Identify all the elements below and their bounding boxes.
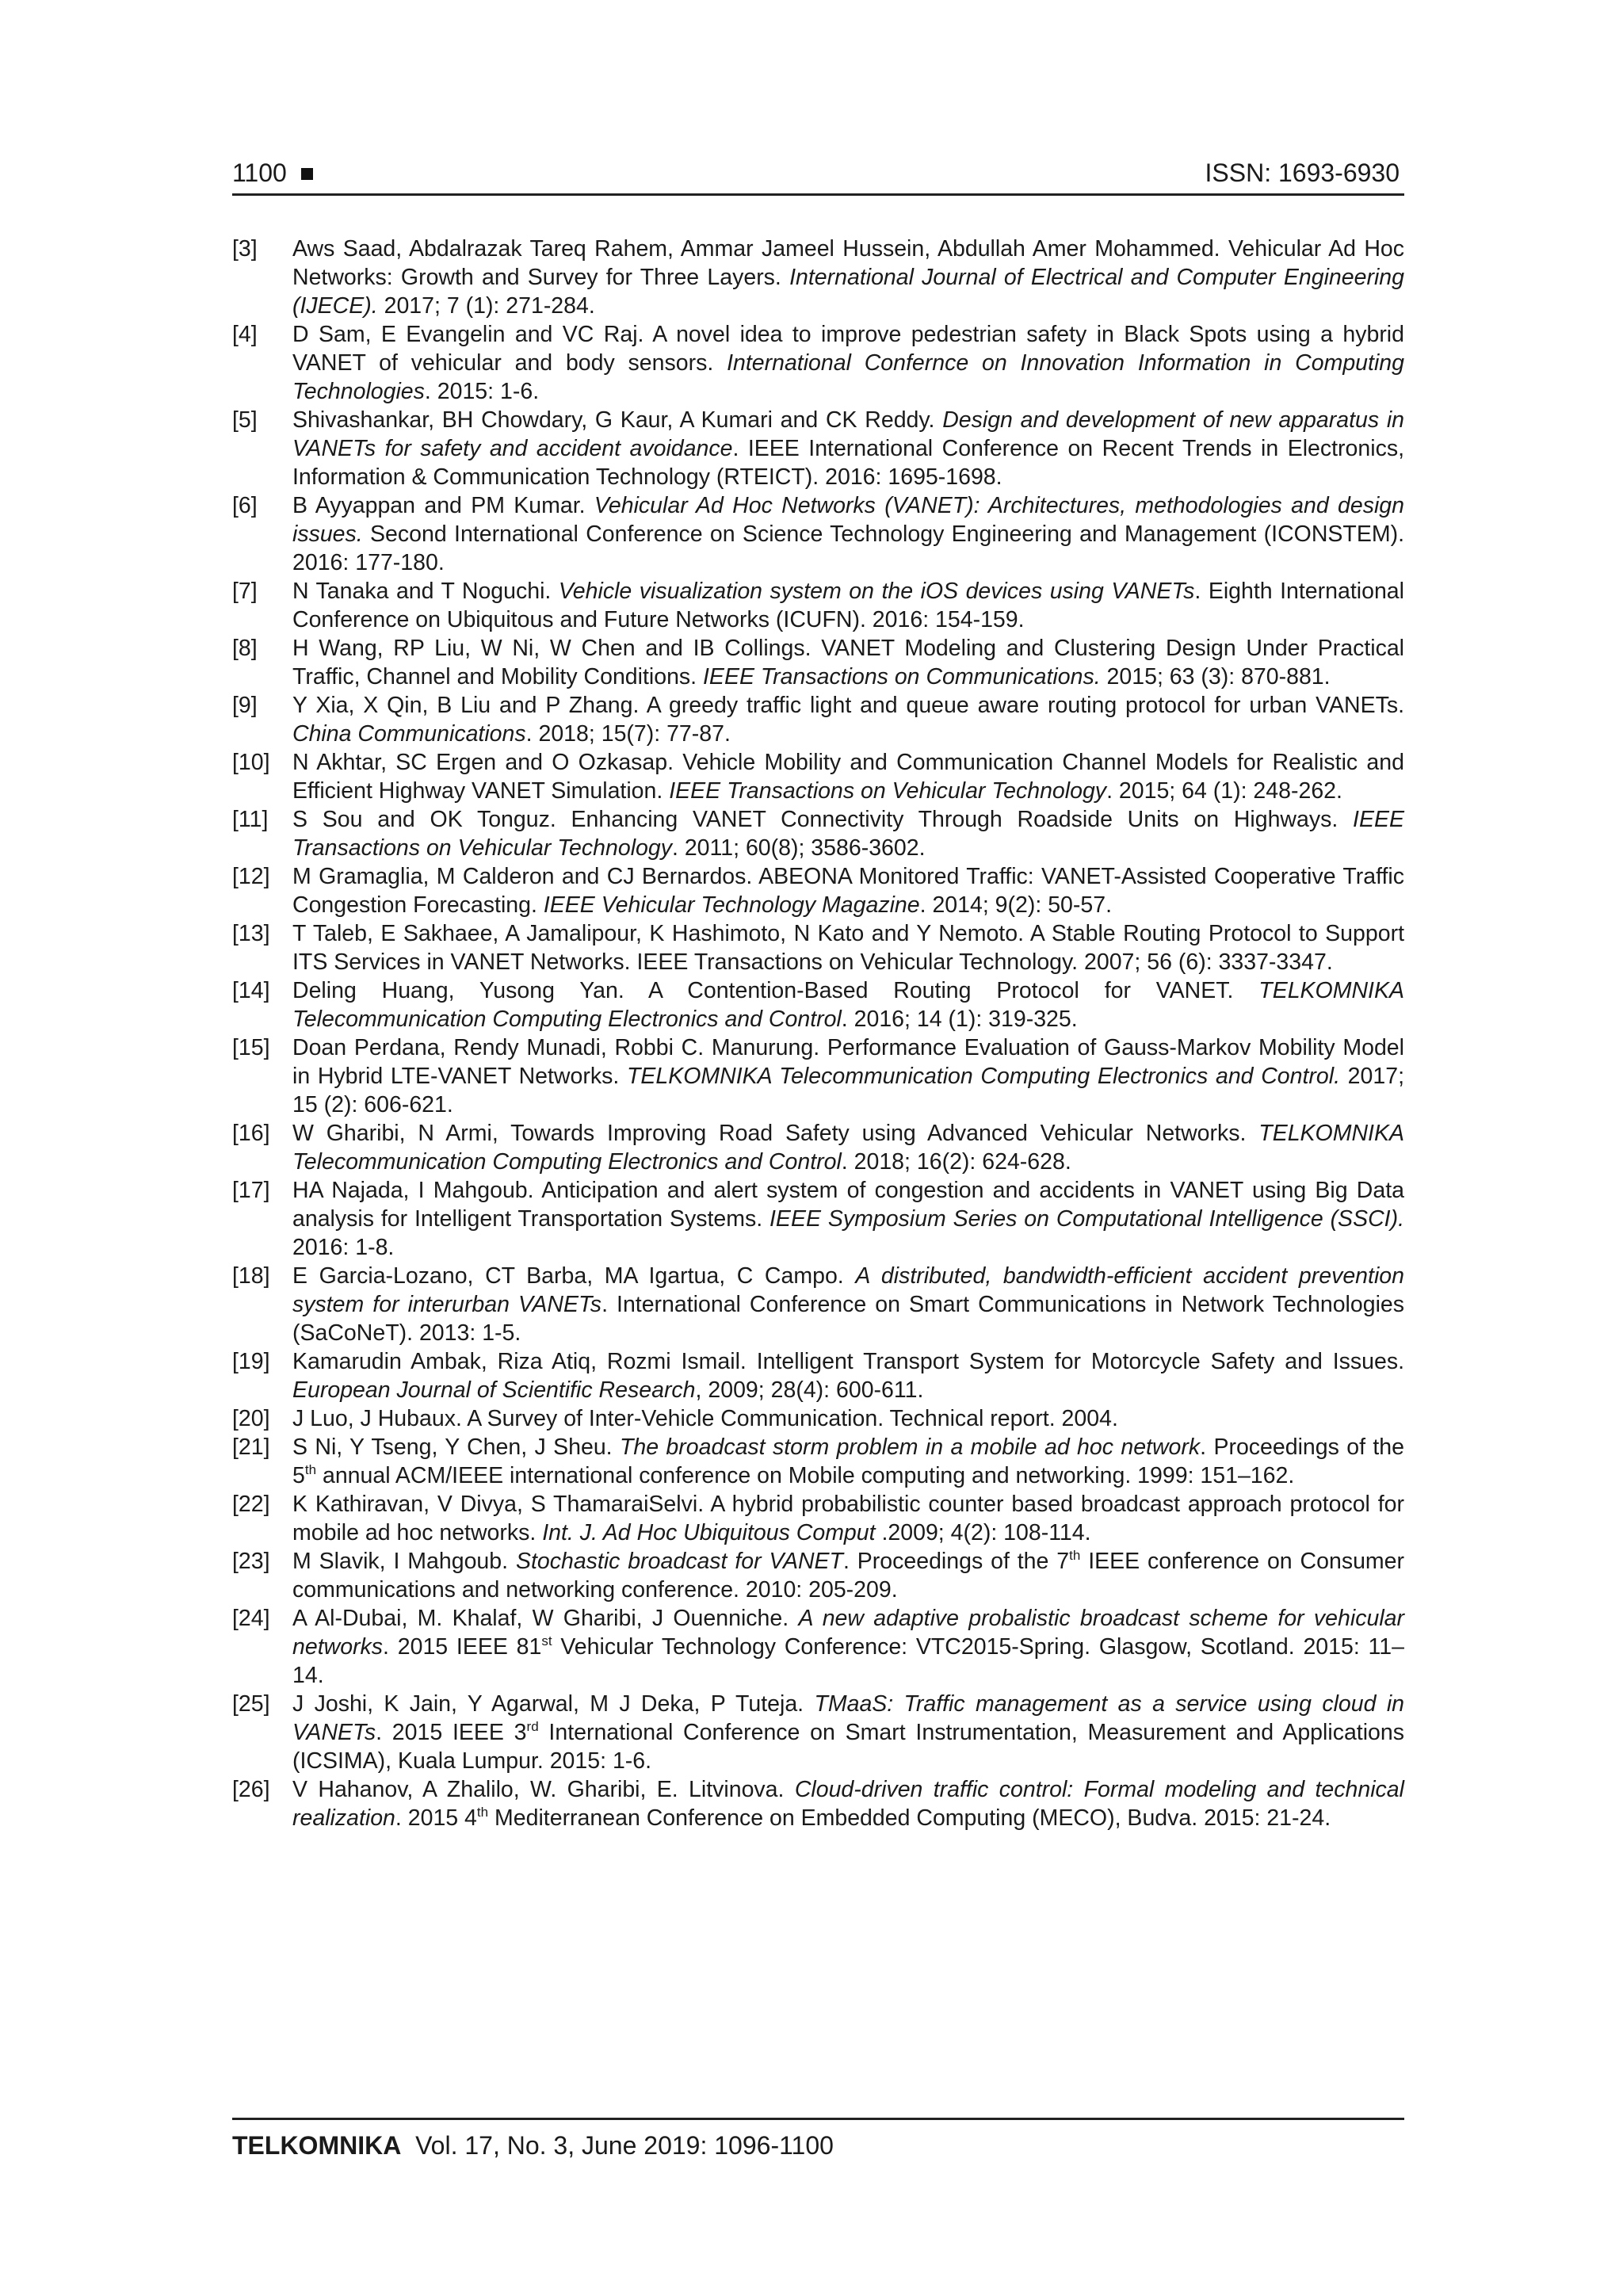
reference-number: [5] <box>232 407 258 433</box>
reference-item <box>232 805 1404 862</box>
reference-item <box>232 1033 1404 1119</box>
reference-source: IEEE Transactions on Communications. <box>703 664 1101 690</box>
reference-number: [24] <box>232 1606 270 1631</box>
reference-source: Vehicular Ad Hoc Networks (VANET): Architectures, methodologies and design issues. <box>292 493 1404 547</box>
reference-item <box>232 577 1404 634</box>
reference-text: B Ayyappan and PM Kumar. <box>292 493 594 518</box>
reference-text: Aws Saad, Abdalrazak Tareq Rahem, Ammar Jameel Hussein, Abdullah Amer Mohammed. Vehicular Ad Hoc Networks: Growth and Survey for Three Layers. <box>292 236 1404 290</box>
issue-details: Vol. 17, No. 3, June 2019: 1096-1100 <box>415 2131 834 2160</box>
reference-item <box>232 1176 1404 1262</box>
reference-number: [3] <box>232 236 258 262</box>
reference-item <box>232 1433 1404 1490</box>
reference-item <box>232 919 1404 976</box>
reference-number: [7] <box>232 579 258 604</box>
reference-text: M Gramaglia, M Calderon and CJ Bernardos. ABEONA Monitored Traffic: VANET-Assisted Cooperative Traffic Congestion Forecasting. <box>292 864 1404 918</box>
reference-number: [20] <box>232 1406 270 1431</box>
reference-source: IEEE Vehicular Technology Magazine <box>543 892 920 918</box>
reference-text: H Wang, RP Liu, W Ni, W Chen and IB Collings. VANET Modeling and Clustering Design Under Practical Traffic, Channel and Mobility Conditions. <box>292 636 1404 690</box>
reference-number: [15] <box>232 1035 270 1060</box>
reference-source: Stochastic broadcast for VANET <box>515 1549 843 1574</box>
superscript: th <box>304 1462 317 1477</box>
reference-number: [12] <box>232 864 270 889</box>
reference-number: [14] <box>232 978 270 1003</box>
reference-number: [25] <box>232 1691 270 1717</box>
reference-text: 2017; 15 (2): 606-621. <box>292 1064 1404 1117</box>
reference-number: [4] <box>232 322 258 347</box>
reference-text: Deling Huang, Yusong Yan. A Contention-Based Routing Protocol for VANET. <box>292 978 1259 1003</box>
reference-text: K Kathiravan, V Divya, S ThamaraiSelvi. A hybrid probabilistic counter based broadcast approach protocol for mobile ad hoc networks. <box>292 1492 1404 1545</box>
reference-number: [26] <box>232 1777 270 1802</box>
journal-name: TELKOMNIKA <box>232 2131 402 2160</box>
reference-text: annual ACM/IEEE international conference on Mobile computing and networking. 1999: 151–162. <box>316 1463 1295 1488</box>
reference-source: TELKOMNIKA Telecommunication Computing Electronics and Control <box>292 978 1404 1032</box>
page-number: 1100 <box>232 155 313 190</box>
reference-source: The broadcast storm problem in a mobile ad hoc network <box>619 1435 1201 1460</box>
reference-item <box>232 1547 1404 1604</box>
superscript: th <box>1069 1548 1081 1563</box>
reference-text: , 2009; 28(4): 600-611. <box>695 1377 924 1403</box>
reference-text: Mediterranean Conference on Embedded Computing (MECO), Budva. 2015: 21-24. <box>488 1805 1331 1831</box>
reference-source: China Communications <box>292 721 526 747</box>
reference-item <box>232 406 1404 491</box>
reference-number: [13] <box>232 921 270 946</box>
reference-text: S Sou and OK Tonguz. Enhancing VANET Connectivity Through Roadside Units on Highways. <box>292 807 1354 832</box>
reference-number: [19] <box>232 1349 270 1374</box>
reference-list <box>232 235 1404 1832</box>
reference-text: Second International Conference on Science Technology Engineering and Management (ICONSTEM). 2016: 177-180. <box>292 521 1404 575</box>
reference-text: J Luo, J Hubaux. A Survey of Inter-Vehicle Communication. Technical report. 2004. <box>292 1406 1118 1431</box>
reference-text: Kamarudin Ambak, Riza Atiq, Rozmi Ismail. Intelligent Transport System for Motorcycle Safety and Issues. <box>292 1349 1404 1374</box>
reference-source: Int. J. Ad Hoc Ubiquitous Comput <box>542 1520 876 1545</box>
reference-text: . 2018; 16(2): 624-628. <box>841 1149 1071 1175</box>
reference-text: . 2015: 1-6. <box>424 379 540 404</box>
reference-item <box>232 1404 1404 1433</box>
reference-text: .2009; 4(2): 108-114. <box>875 1520 1091 1545</box>
reference-text: N Tanaka and T Noguchi. <box>292 579 559 604</box>
reference-number: [23] <box>232 1549 270 1574</box>
superscript: st <box>541 1633 552 1648</box>
reference-text: Shivashankar, BH Chowdary, G Kaur, A Kumari and CK Reddy. <box>292 407 943 433</box>
reference-number: [17] <box>232 1178 270 1203</box>
reference-text: E Garcia-Lozano, CT Barba, MA Igartua, C Campo. <box>292 1263 856 1289</box>
reference-text: . 2011; 60(8); 3586-3602. <box>671 835 926 861</box>
reference-item <box>232 1604 1404 1690</box>
issn: ISSN: 1693-6930 <box>1205 159 1400 187</box>
reference-source: IEEE Transactions on Vehicular Technology <box>669 778 1107 804</box>
reference-number: [9] <box>232 693 258 718</box>
reference-text: . 2014; 9(2): 50-57. <box>919 892 1113 918</box>
reference-text: T Taleb, E Sakhaee, A Jamalipour, K Hashimoto, N Kato and Y Nemoto. A Stable Routing Protocol to Support ITS Services in VANET Networks. IEEE Transactions on Vehicular Technology. 2007; 56 (6): 3337-3347. <box>292 921 1404 975</box>
reference-text: 2017; 7 (1): 271-284. <box>377 293 595 319</box>
page-header <box>232 155 1404 196</box>
reference-item <box>232 1119 1404 1176</box>
reference-text: M Slavik, I Mahgoub. <box>292 1549 516 1574</box>
reference-source: European Journal of Scientific Research <box>292 1377 696 1403</box>
reference-text: . International Conference on Smart Communications in Network Technologies (SaCoNeT). 2013: 1-5. <box>292 1292 1405 1346</box>
reference-item <box>232 634 1404 691</box>
reference-item <box>232 748 1404 805</box>
reference-item <box>232 862 1404 919</box>
reference-text: . Proceedings of the 7 <box>842 1549 1070 1574</box>
reference-source: Vehicle visualization system on the iOS devices using VANETs <box>558 579 1195 604</box>
reference-item <box>232 691 1404 748</box>
reference-source: A distributed, bandwidth-efficient accident prevention system for interurban VANETs <box>292 1263 1404 1317</box>
reference-source: International Confernce on Innovation Information in Computing Technologies <box>292 350 1404 404</box>
reference-item <box>232 491 1404 577</box>
reference-text: . 2015 4 <box>395 1805 477 1831</box>
reference-number: [6] <box>232 493 258 518</box>
reference-item <box>232 1690 1404 1775</box>
reference-text: 2016: 1-8. <box>292 1235 395 1260</box>
reference-text: . 2015; 64 (1): 248-262. <box>1106 778 1342 804</box>
reference-source: IEEE Transactions on Vehicular Technology <box>292 807 1404 861</box>
square-bullet-icon <box>301 168 313 180</box>
reference-item <box>232 1347 1404 1404</box>
reference-source: TMaaS: Traffic management as a service using cloud in VANETs <box>292 1691 1405 1745</box>
reference-item <box>232 235 1404 320</box>
reference-text: V Hahanov, A Zhalilo, W. Gharibi, E. Litvinova. <box>292 1777 795 1802</box>
reference-item <box>232 1775 1404 1832</box>
reference-text: . Proceedings of the 5 <box>292 1435 1404 1488</box>
reference-item <box>232 320 1404 406</box>
reference-source: TELKOMNIKA Telecommunication Computing Electronics and Control <box>292 1121 1404 1175</box>
reference-text: Vehicular Technology Conference: VTC2015-Spring. Glasgow, Scotland. 2015: 11–14. <box>292 1634 1404 1688</box>
reference-number: [11] <box>232 807 269 832</box>
reference-number: [22] <box>232 1492 270 1517</box>
reference-text: . 2015 IEEE 3 <box>376 1720 527 1745</box>
reference-number: [18] <box>232 1263 270 1289</box>
reference-source: A new adaptive probalistic broadcast scheme for vehicular networks <box>292 1606 1404 1660</box>
reference-text: International Conference on Smart Instrumentation, Measurement and Applications (ICSIMA), Kuala Lumpur. 2015: 1-6. <box>292 1720 1404 1774</box>
reference-text: . 2018; 15(7): 77-87. <box>525 721 731 747</box>
superscript: rd <box>526 1719 539 1734</box>
reference-text: Y Xia, X Qin, B Liu and P Zhang. A greedy traffic light and queue aware routing protocol for urban VANETs. <box>292 693 1404 718</box>
reference-text: HA Najada, I Mahgoub. Anticipation and alert system of congestion and accidents in VANET using Big Data analysis for Intelligent Transportation Systems. <box>292 1178 1404 1232</box>
reference-item <box>232 976 1404 1033</box>
reference-source: TELKOMNIKA Telecommunication Computing Electronics and Control. <box>626 1064 1340 1089</box>
reference-text: Doan Perdana, Rendy Munadi, Robbi C. Manurung. Performance Evaluation of Gauss-Markov Mobility Model in Hybrid LTE-VANET Networks. <box>292 1035 1404 1089</box>
reference-number: [10] <box>232 750 270 775</box>
reference-text: . IEEE International Conference on Recent Trends in Electronics, Information & Communication Technology (RTEICT). 2016: 1695-1698. <box>292 436 1404 490</box>
reference-source: International Journal of Electrical and Computer Engineering (IJECE). <box>292 265 1405 319</box>
reference-item <box>232 1262 1404 1347</box>
reference-source: Cloud-driven traffic control: Formal modeling and technical realization <box>292 1777 1404 1831</box>
reference-number: [21] <box>232 1435 270 1460</box>
reference-text: W Gharibi, N Armi, Towards Improving Road Safety using Advanced Vehicular Networks. <box>292 1121 1259 1146</box>
reference-text: 2015; 63 (3): 870-881. <box>1100 664 1331 690</box>
reference-text: D Sam, E Evangelin and VC Raj. A novel idea to improve pedestrian safety in Black Spots using a hybrid VANET of vehicular and body sensors. <box>292 322 1404 376</box>
reference-text: J Joshi, K Jain, Y Agarwal, M J Deka, P Tuteja. <box>292 1691 815 1717</box>
reference-text: IEEE conference on Consumer communications and networking conference. 2010: 205-209. <box>292 1549 1404 1603</box>
reference-text: N Akhtar, SC Ergen and O Ozkasap. Vehicle Mobility and Communication Channel Models for Realistic and Efficient Highway VANET Simulation. <box>292 750 1404 804</box>
superscript: th <box>476 1805 489 1820</box>
page-footer <box>232 2118 1404 2163</box>
reference-text: . 2016; 14 (1): 319-325. <box>841 1007 1078 1032</box>
reference-text: . Eighth International Conference on Ubiquitous and Future Networks (ICUFN). 2016: 154-159. <box>292 579 1404 632</box>
reference-text: S Ni, Y Tseng, Y Chen, J Sheu. <box>292 1435 620 1460</box>
reference-text: A Al-Dubai, M. Khalaf, W Gharibi, J Ouenniche. <box>292 1606 799 1631</box>
reference-number: [8] <box>232 636 258 661</box>
reference-number: [16] <box>232 1121 270 1146</box>
reference-text: . 2015 IEEE 81 <box>383 1634 542 1660</box>
reference-source: Design and development of new apparatus in VANETs for safety and accident avoidance <box>292 407 1405 461</box>
reference-item <box>232 1490 1404 1547</box>
reference-source: IEEE Symposium Series on Computational Intelligence (SSCI). <box>769 1206 1404 1232</box>
